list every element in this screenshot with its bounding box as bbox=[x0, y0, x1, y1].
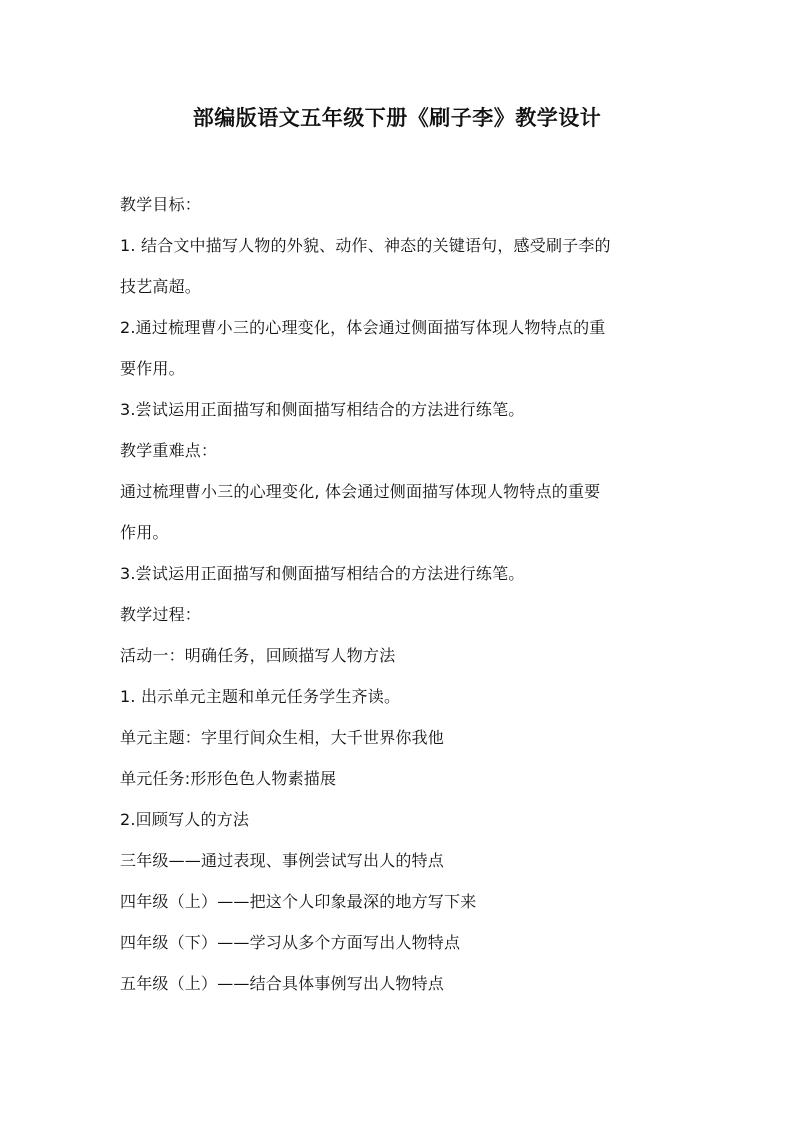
body-line: 单元主题：字里行间众生相，大千世界你我他 bbox=[120, 728, 445, 747]
body-line: 要作用。 bbox=[120, 359, 185, 378]
section-heading-objectives: 教学目标： bbox=[120, 195, 202, 214]
document-title: 部编版语文五年级下册《刷子李》教学设计 bbox=[192, 106, 602, 130]
body-line: 2.回顾写人的方法 bbox=[120, 810, 250, 829]
body-line: 四年级（上）——把这个人印象最深的地方写下来 bbox=[120, 892, 477, 911]
section-heading-key-points: 教学重难点： bbox=[120, 441, 218, 460]
body-line: 2.通过梳理曹小三的心理变化，体会通过侧面描写体现人物特点的重 bbox=[120, 318, 606, 337]
body-line: 单元任务:形形色色人物素描展 bbox=[120, 769, 337, 788]
body-line: 3.尝试运用正面描写和侧面描写相结合的方法进行练笔。 bbox=[120, 564, 525, 583]
body-line: 1. 结合文中描写人物的外貌、动作、神态的关键语句，感受刷子李的 bbox=[120, 236, 611, 255]
body-line: 技艺高超。 bbox=[120, 277, 202, 296]
body-line: 3.尝试运用正面描写和侧面描写相结合的方法进行练笔。 bbox=[120, 400, 525, 419]
section-heading-process: 教学过程： bbox=[120, 605, 202, 624]
body-line: 三年级——通过表现、事例尝试写出人的特点 bbox=[120, 851, 445, 870]
body-line: 通过梳理曹小三的心理变化, 体会通过侧面描写体现人物特点的重要 bbox=[120, 482, 601, 501]
activity-heading: 活动一：明确任务，回顾描写人物方法 bbox=[120, 646, 396, 665]
body-line: 五年级（上）——结合具体事例写出人物特点 bbox=[120, 974, 445, 993]
body-line: 四年级（下）——学习从多个方面写出人物特点 bbox=[120, 933, 461, 952]
body-line: 作用。 bbox=[120, 523, 169, 542]
body-line: 1. 出示单元主题和单元任务学生齐读。 bbox=[120, 687, 401, 706]
document-body bbox=[120, 184, 690, 1004]
